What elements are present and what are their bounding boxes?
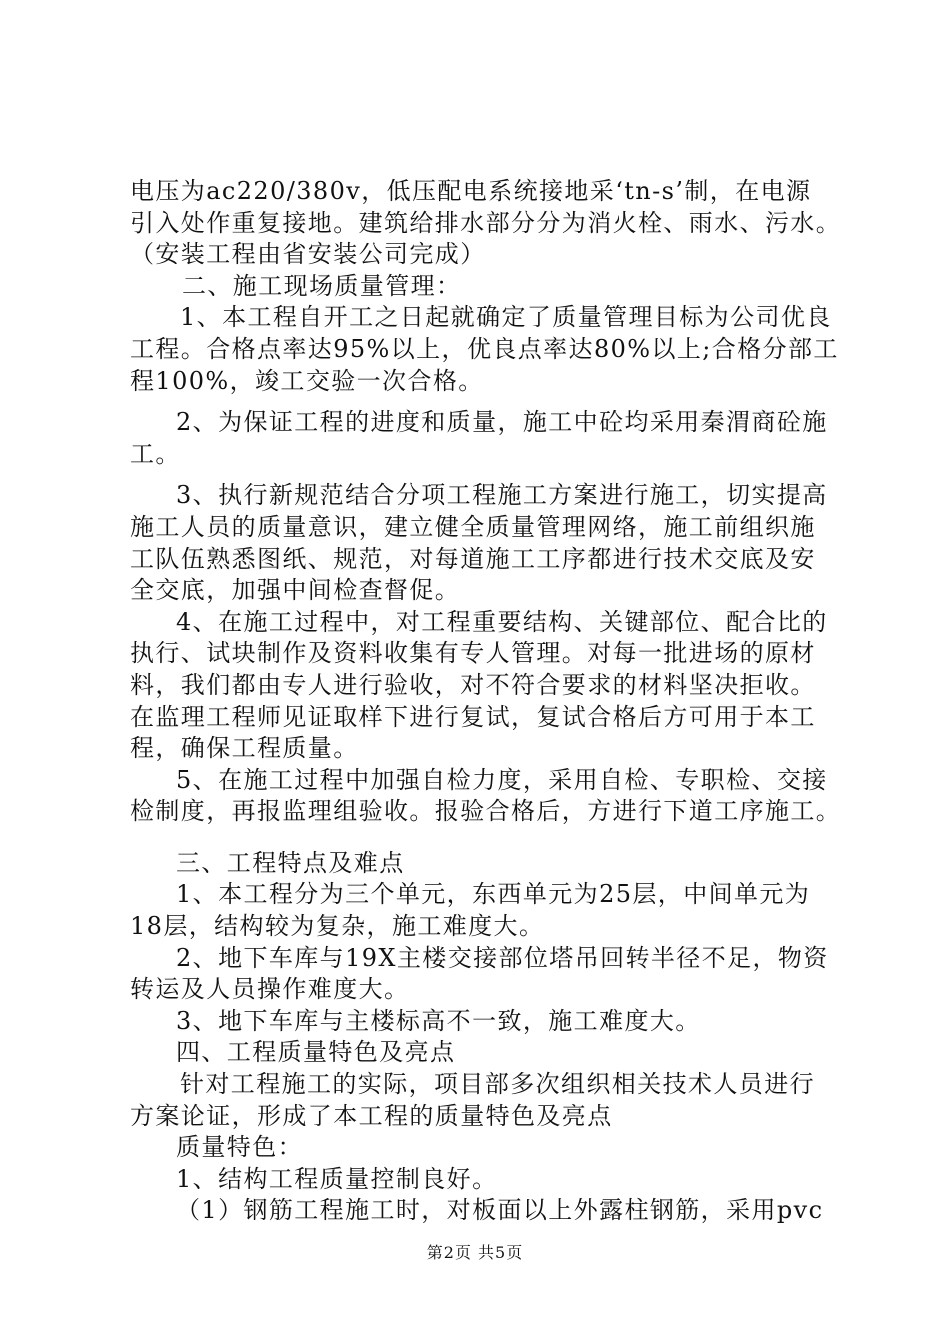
text-line: 检制度，再报监理组验收。报验合格后，方进行下道工序施工。 <box>130 797 842 826</box>
text-line: （1）钢筋工程施工时，对板面以上外露柱钢筋，采用pvc <box>176 1196 824 1225</box>
text-line: 18层，结构较为复杂，施工难度大。 <box>130 912 545 941</box>
text-line: 针对工程施工的实际，项目部多次组织相关技术人员进行 <box>180 1070 815 1099</box>
text-line: 在监理工程师见证取样下进行复试，复试合格后方可用于本工 <box>130 702 816 731</box>
text-line: 1、本工程分为三个单元，东西单元为25层，中间单元为 <box>176 880 811 909</box>
text-line: 四、工程质量特色及亮点 <box>176 1038 456 1067</box>
text-line: 执行、试块制作及资料收集有专人管理。对每一批进场的原材 <box>130 639 816 668</box>
text-line: 2、地下车库与19X主楼交接部位塔吊回转半径不足，物资 <box>176 943 829 972</box>
text-line: 3、执行新规范结合分项工程施工方案进行施工，切实提高 <box>176 481 828 510</box>
text-line: 施工人员的质量意识，建立健全质量管理网络，施工前组织施 <box>130 512 816 541</box>
text-line: 转运及人员操作难度大。 <box>130 975 410 1004</box>
text-line: 质量特色： <box>176 1133 303 1162</box>
text-line: 工程。合格点率达95%以上，优良点率达80%以上;合格分部工 <box>130 334 839 363</box>
text-line: 5、在施工过程中加强自检力度，采用自检、专职检、交接 <box>176 765 828 794</box>
text-line: 方案论证，形成了本工程的质量特色及亮点 <box>130 1101 613 1130</box>
text-line: 1、结构工程质量控制良好。 <box>176 1164 498 1193</box>
text-line: 4、在施工过程中，对工程重要结构、关键部位、配合比的 <box>176 607 828 636</box>
text-line: （安装工程由省安装公司完成） <box>130 240 486 269</box>
paragraph-spacing <box>130 828 840 848</box>
text-line: 二、施工现场质量管理： <box>182 271 462 300</box>
page-footer: 第2页 共5页 <box>426 1243 524 1262</box>
text-line: 工队伍熟悉图纸、规范，对每道施工工序都进行技术交底及安 <box>130 544 816 573</box>
text-line: 1、本工程自开工之日起就确定了质量管理目标为公司优良 <box>180 303 832 332</box>
document-body <box>130 176 840 1227</box>
text-line: 料，我们都由专人进行验收，对不符合要求的材料坚决拒收。 <box>130 670 816 699</box>
text-line: 引入处作重复接地。建筑给排水部分分为消火栓、雨水、污水。 <box>130 208 842 237</box>
paragraph-spacing <box>130 470 840 480</box>
text-line: 工。 <box>130 439 181 468</box>
text-line: 程100%，竣工交验一次合格。 <box>130 366 484 395</box>
paragraph-spacing <box>130 397 840 407</box>
text-line: 全交底，加强中间检查督促。 <box>130 576 461 605</box>
text-line: 程，确保工程质量。 <box>130 734 359 763</box>
text-line: 2、为保证工程的进度和质量，施工中砼均采用秦渭商砼施 <box>176 408 828 437</box>
text-line: 三、工程特点及难点 <box>176 848 405 877</box>
text-line: 电压为ac220/380v，低压配电系统接地采‘tn-s’制，在电源 <box>130 177 812 205</box>
text-line: 3、地下车库与主楼标高不一致，施工难度大。 <box>176 1006 701 1035</box>
